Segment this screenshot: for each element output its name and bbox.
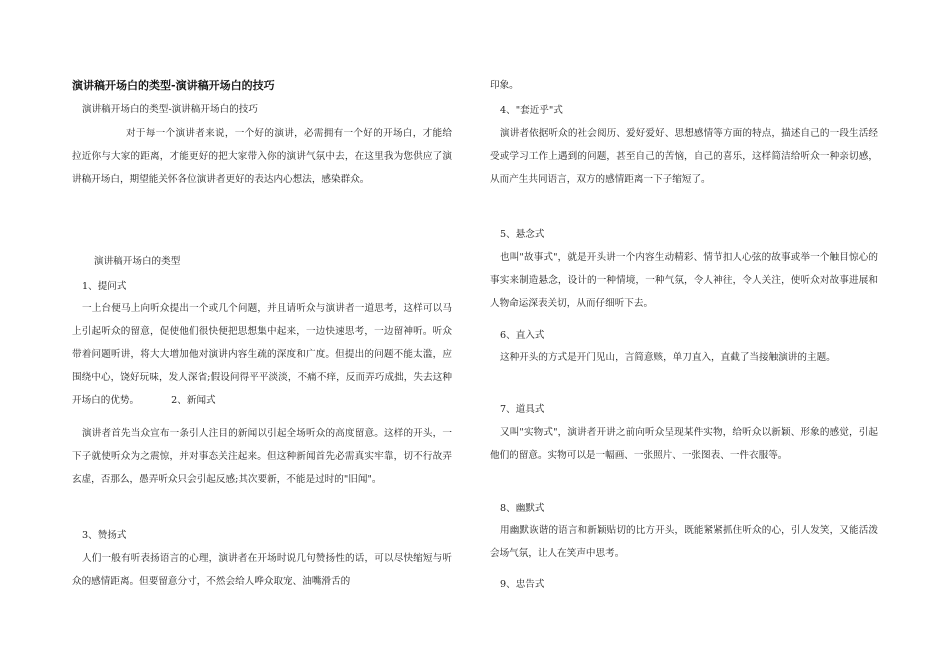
paragraph-praise-style: 人们一般有听表扬语言的心理，演讲者在开场时说几句赞扬性的话，可以尽快缩短与听众的感情距离。但要留意分寸，不然会给人哗众取宠、油嘴滑舌的 xyxy=(72,553,452,587)
heading-advice-style: 9、忠告式 xyxy=(500,579,545,590)
paragraph-news-style: 演讲者首先当众宣布一条引人注目的新闻以引起全场听众的高度留意。这样的开头，一下子就使听众为之震惊，并对事态关注起来。但这种新闻首先必需真实牢靠，切不行故弄玄虚，否那么，愚弄听众只会引起反感;其次要新，不能是过时的"旧闻"。 xyxy=(72,428,452,485)
paragraph-impression-cont: 印象。 xyxy=(490,80,519,91)
heading-suspense-style: 5、悬念式 xyxy=(500,229,545,240)
paragraph-prop-style: 又叫"实物式"，演讲者开讲之前向听众呈现某件实物，给听众以新颖、形象的感觉，引起他们的留意。实物可以是一幅画、一张照片、一张图表、一件衣服等。 xyxy=(490,427,878,461)
paragraph-rapport-style: 演讲者依据听众的社会阅历、爱好爱好、思想感情等方面的特点，描述自己的一段生活经受或学习工作上遇到的问题，甚至自己的苦恼，自己的喜乐，这样简洁给听众一种亲切感，从而产生共同语言，双方的感情距离一下子缩短了。 xyxy=(490,128,878,185)
heading-direct-style: 6、直入式 xyxy=(500,330,545,341)
paragraph-humor-style: 用幽默诙谐的语言和新颖贴切的比方开头，既能紧紧抓住听众的心，引人发笑，又能活泼会场气氛，让人在笑声中思考。 xyxy=(490,525,878,559)
heading-news-style: 2、新闻式 xyxy=(171,395,216,406)
heading-rapport-style: 4、"套近乎"式 xyxy=(500,105,563,116)
heading-praise-style: 3、赞扬式 xyxy=(82,530,127,541)
heading-prop-style: 7、道具式 xyxy=(500,404,545,415)
document-subtitle: 演讲稿开场白的类型-演讲稿开场白的技巧 xyxy=(82,104,258,115)
document-title: 演讲稿开场白的类型-演讲稿开场白的技巧 xyxy=(72,79,275,92)
intro-paragraph: 对于每一个演讲者来说，一个好的演讲，必需拥有一个好的开场白，才能给拉近你与大家的距离，才能更好的把大家带入你的演讲气氛中去，在这里我为您供应了演讲稿开场白，期望能关怀各位演讲者更好的表达内心想法，感染群众。 xyxy=(72,128,452,185)
paragraph-question-style: 一上台便马上向听众提出一个或几个问题，并且请听众与演讲者一道思考，这样可以马上引起听众的留意，促使他们很快便把思想集中起来，一边快速思考，一边留神听。听众带着问题听讲，将大大增加他对演讲内容生疏的深度和广度。但提出的问题不能太滥，应围绕中心，饶好玩味，发人深省;假设问得平平淡淡，不痛不痒，反而弄巧成拙，失去这种开场白的优势。 2、新闻式 xyxy=(72,303,452,406)
heading-question-style: 1、提问式 xyxy=(82,281,127,292)
paragraph-suspense-style: 也叫"故事式"，就是开头讲一个内容生动精彩、情节扣人心弦的故事或举一个触目惊心的事实来制造悬念，设计的一种情境，一种气氛，令人神往，令人关注，使听众对故事进展和人物命运深表关切，从而仔细听下去。 xyxy=(490,252,878,309)
section-heading: 演讲稿开场白的类型 xyxy=(94,256,181,267)
paragraph-direct-style: 这种开头的方式是开门见山，言简意赅，单刀直入，直截了当接触演讲的主题。 xyxy=(500,352,836,363)
heading-humor-style: 8、幽默式 xyxy=(500,503,545,514)
